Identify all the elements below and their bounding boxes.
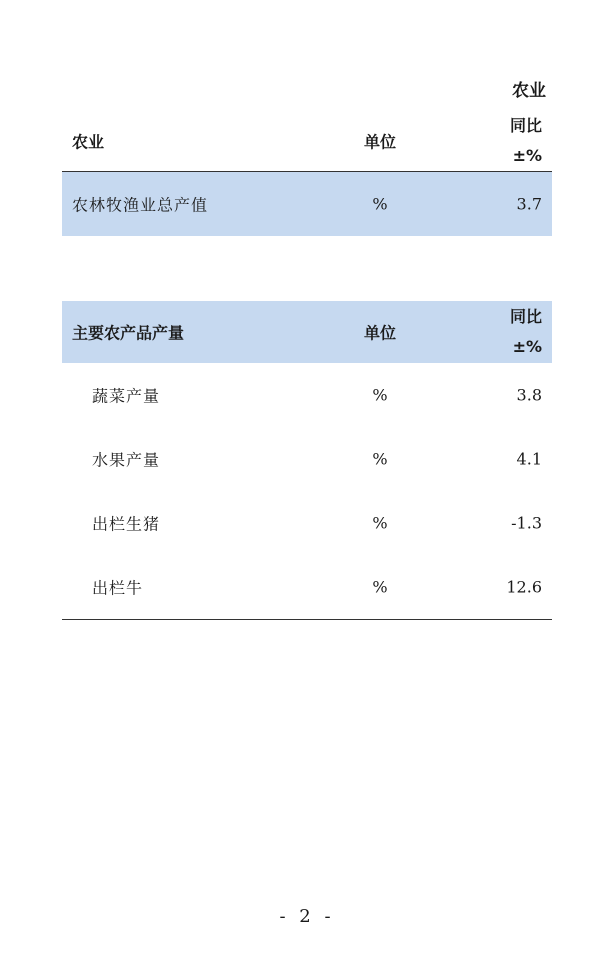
row-value: 4.1	[516, 449, 542, 469]
page-number: - 2 -	[279, 906, 335, 927]
table-row	[62, 427, 552, 491]
agriculture-output-table	[62, 110, 552, 236]
row-label: 出栏牛	[92, 578, 144, 598]
header-yoy-line2: ±%	[512, 337, 542, 356]
row-unit: %	[372, 194, 388, 214]
row-label: 水果产量	[92, 450, 161, 470]
header-category: 主要农产品产量	[72, 323, 185, 343]
header-yoy-line2: ±%	[512, 145, 542, 165]
table-row	[62, 491, 552, 555]
row-unit: %	[372, 577, 388, 597]
row-unit: %	[372, 449, 388, 469]
row-label: 蔬菜产量	[92, 386, 161, 406]
table-row	[62, 172, 552, 236]
table-header-row	[62, 301, 552, 363]
header-unit: 单位	[363, 132, 396, 151]
header-yoy-line1: 同比	[509, 307, 542, 326]
main-products-table	[62, 301, 552, 620]
row-unit: %	[372, 385, 388, 405]
row-value: 3.8	[516, 385, 542, 405]
row-value: 12.6	[506, 577, 542, 597]
table-header-row	[62, 110, 552, 172]
row-label: 农林牧渔业总产值	[72, 195, 209, 215]
row-value: -1.3	[511, 513, 542, 533]
header-yoy-line1: 同比	[509, 115, 542, 135]
row-value: 3.7	[516, 194, 542, 214]
section-title: 农业	[512, 81, 546, 101]
header-yoy	[510, 302, 542, 362]
header-unit: 单位	[363, 323, 396, 343]
header-category: 农业	[72, 132, 105, 151]
header-yoy	[510, 111, 542, 171]
row-label: 出栏生猪	[92, 514, 161, 534]
table-row	[62, 555, 552, 620]
row-unit: %	[372, 513, 388, 533]
table-row	[62, 363, 552, 427]
